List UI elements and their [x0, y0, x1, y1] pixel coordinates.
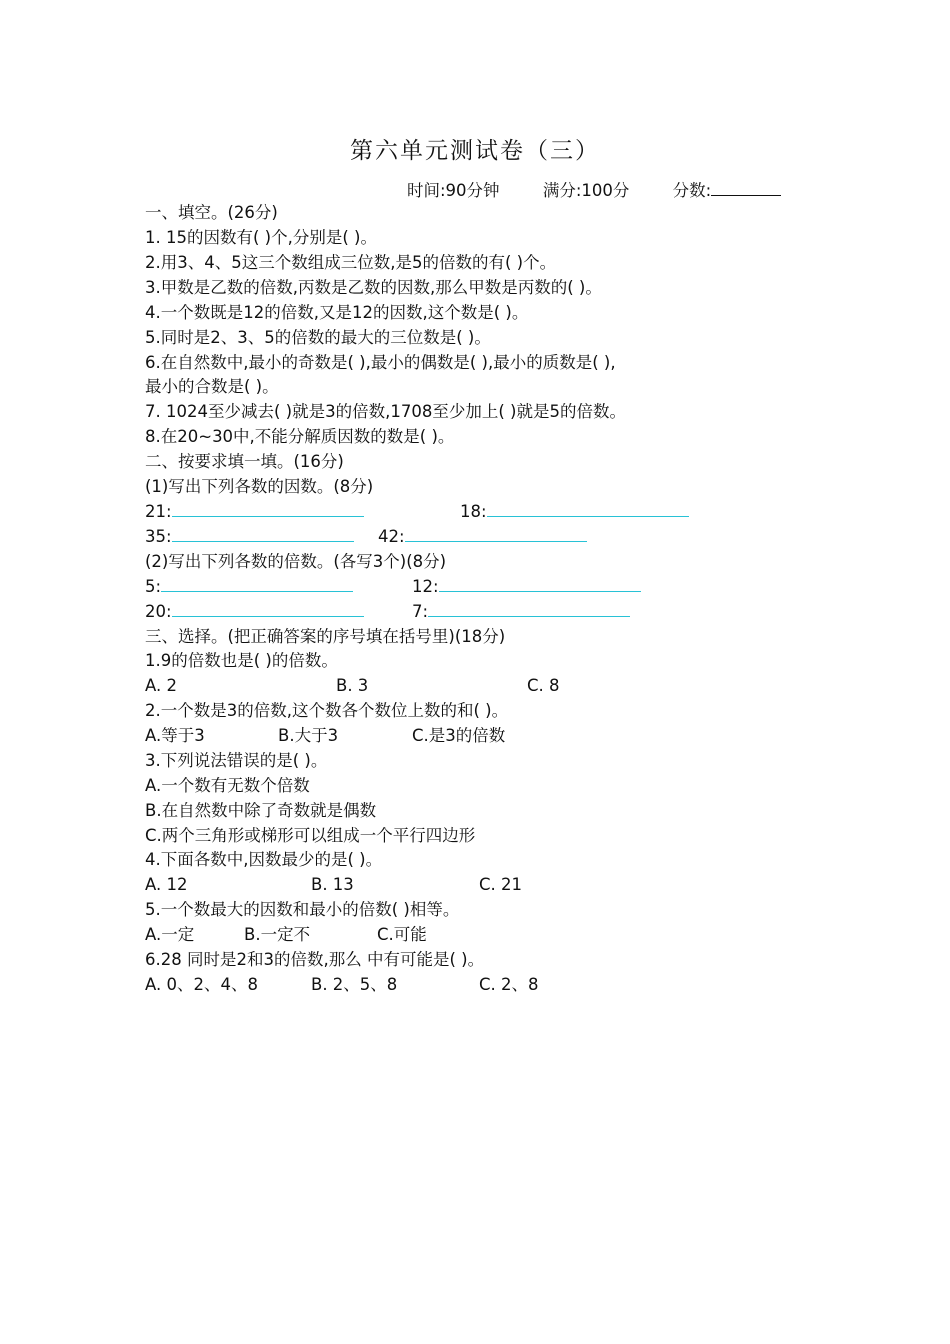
question-3-6: 6.28 同时是2和3的倍数,那么 中有可能是( )。 — [145, 950, 485, 969]
page-title: 第六单元测试卷（三） — [350, 138, 600, 164]
question-1-6a: 6.在自然数中,最小的奇数是( ),最小的偶数是( ),最小的质数是( ), — [145, 353, 616, 372]
question-1-5: 5.同时是2、3、5的倍数的最大的三位数是( )。 — [145, 328, 491, 347]
question-1-6b: 最小的合数是( )。 — [145, 377, 279, 396]
question-1-2: 2.用3、4、5这三个数组成三位数,是5的倍数的有( )个。 — [145, 253, 557, 272]
factor-42: 42: — [378, 526, 587, 548]
answer-blank[interactable] — [428, 602, 630, 617]
question-3-3: 3.下列说法错误的是( )。 — [145, 751, 328, 770]
q3-6-option-b: B. 2、5、8 — [311, 975, 398, 994]
answer-blank[interactable] — [172, 602, 364, 617]
answer-blank[interactable] — [161, 577, 353, 592]
factor-21: 21: — [145, 501, 364, 523]
q3-5-option-b: B.一定不 — [244, 925, 311, 944]
section2-heading: 二、按要求填一填。(16分) — [145, 452, 344, 471]
multiple-7: 7: — [412, 601, 630, 623]
multiple-12: 12: — [412, 576, 641, 598]
q3-2-option-a: A.等于3 — [145, 726, 205, 745]
score-blank — [711, 180, 781, 196]
q3-3-option-c: C.两个三角形或梯形可以组成一个平行四边形 — [145, 826, 476, 845]
answer-blank[interactable] — [172, 502, 364, 517]
question-1-8: 8.在20~30中,不能分解质因数的数是( )。 — [145, 427, 455, 446]
exam-meta — [407, 177, 819, 201]
q3-2-option-c: C.是3的倍数 — [412, 726, 506, 745]
factor-35: 35: — [145, 526, 354, 548]
q3-2-option-b: B.大于3 — [278, 726, 339, 745]
section3-heading: 三、选择。(把正确答案的序号填在括号里)(18分) — [145, 627, 506, 646]
q3-4-option-a: A. 12 — [145, 875, 188, 894]
section2-sub1: (1)写出下列各数的因数。(8分) — [145, 477, 374, 496]
answer-blank[interactable] — [172, 527, 354, 542]
q3-4-option-b: B. 13 — [311, 875, 354, 894]
question-3-1: 1.9的倍数也是( )的倍数。 — [145, 651, 338, 670]
answer-blank[interactable] — [487, 502, 689, 517]
question-1-7: 7. 1024至少减去( )就是3的倍数,1708至少加上( )就是5的倍数。 — [145, 402, 626, 421]
q3-1-option-c: C. 8 — [527, 676, 560, 695]
q3-5-option-c: C.可能 — [377, 925, 427, 944]
question-1-4: 4.一个数既是12的倍数,又是12的因数,这个数是( )。 — [145, 303, 529, 322]
time-label: 时间:90分钟 — [407, 181, 500, 200]
q3-1-option-a: A. 2 — [145, 676, 177, 695]
q3-1-option-b: B. 3 — [336, 676, 369, 695]
multiple-5: 5: — [145, 576, 353, 598]
q3-6-option-a: A. 0、2、4、8 — [145, 975, 258, 994]
q3-3-option-b: B.在自然数中除了奇数就是偶数 — [145, 801, 377, 820]
question-3-4: 4.下面各数中,因数最少的是( )。 — [145, 850, 383, 869]
q3-4-option-c: C. 21 — [479, 875, 523, 894]
answer-blank[interactable] — [439, 577, 641, 592]
full-score-label: 满分:100分 — [542, 181, 630, 200]
factor-18: 18: — [460, 501, 689, 523]
q3-6-option-c: C. 2、8 — [479, 975, 539, 994]
multiple-20: 20: — [145, 601, 364, 623]
score-label: 分数: — [673, 181, 820, 200]
question-1-1: 1. 15的因数有( )个,分别是( )。 — [145, 228, 377, 247]
question-1-3: 3.甲数是乙数的倍数,丙数是乙数的因数,那么甲数是丙数的( )。 — [145, 278, 602, 297]
answer-blank[interactable] — [405, 527, 587, 542]
q3-3-option-a: A.一个数有无数个倍数 — [145, 776, 310, 795]
question-3-2: 2.一个数是3的倍数,这个数各个数位上数的和( )。 — [145, 701, 509, 720]
section1-heading: 一、填空。(26分) — [145, 203, 278, 222]
q3-5-option-a: A.一定 — [145, 925, 195, 944]
question-3-5: 5.一个数最大的因数和最小的倍数( )相等。 — [145, 900, 460, 919]
section2-sub2: (2)写出下列各数的倍数。(各写3个)(8分) — [145, 552, 447, 571]
